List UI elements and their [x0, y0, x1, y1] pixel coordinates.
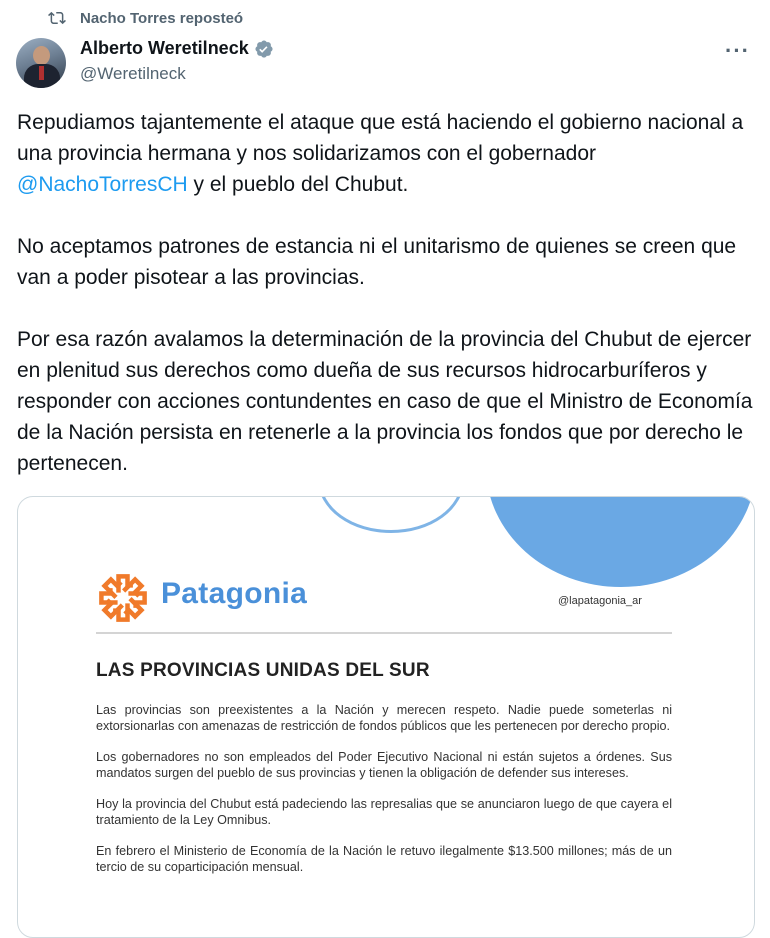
decorative-arc — [318, 496, 464, 533]
document-title: LAS PROVINCIAS UNIDAS DEL SUR — [96, 660, 430, 681]
divider — [96, 632, 672, 634]
repost-text: Nacho Torres reposteó — [80, 9, 244, 27]
verified-badge-icon[interactable] — [254, 39, 274, 59]
document-paragraph: En febrero el Ministerio de Economía de la Nación le retuvo ilegalmente $13.500 millones; más de un tercio de su coparticipación mensual. — [96, 844, 672, 874]
author-display-name[interactable]: Alberto Weretilneck — [80, 38, 249, 58]
tweet-paragraph-3: Por esa razón avalamos la determinación de la provincia del Chubut de ejercer en plenitud sus derechos como dueña de sus recursos hidrocarburíferos y responder con acciones contundentes en caso de que el Ministro de Economía de la Nación persista en retenerle a la provincia los fondos que por derecho le pertenecen. — [17, 328, 753, 475]
avatar[interactable] — [16, 38, 66, 88]
tweet-paragraph-1: Repudiamos tajantemente el ataque que está haciendo el gobierno nacional a una provincia hermana y nos solidarizamos con el gobernador @NachoTorresCH y el pueblo del Chubut. — [17, 111, 744, 196]
document-paragraph: Las provincias son preexistentes a la Nación y merecen respeto. Nadie puede someterlas ni extorsionarlas con amenazas de restricción de fondos públicos que les pertenecen por derecho propio. — [96, 703, 672, 733]
document-paragraph: Los gobernadores no son empleados del Poder Ejecutivo Nacional ni están sujetos a órdenes. Sus mandatos surgen del pueblo de sus provincias y tienen la obligación de defender sus intereses. — [96, 750, 672, 780]
mention-link[interactable]: @NachoTorresCH — [17, 173, 188, 196]
document-handle: @lapatagonia_ar — [558, 595, 642, 607]
document-paragraph: Hoy la provincia del Chubut está padeciendo las represalias que se anunciaron luego de que cayera el tratamiento de la Ley Omnibus. — [96, 797, 672, 827]
more-options-icon[interactable]: ··· — [725, 38, 750, 63]
author-name-row[interactable] — [80, 38, 274, 59]
tweet-text — [17, 107, 757, 510]
logo-text: Patagonia — [161, 577, 308, 610]
tweet-paragraph-2: No aceptamos patrones de estancia ni el unitarismo de quienes se creen que van a poder pisotear a las provincias. — [17, 235, 737, 289]
decorative-blob — [486, 496, 755, 587]
repost-icon — [48, 9, 66, 27]
author-handle[interactable]: @Weretilneck — [80, 64, 186, 83]
document-body — [96, 703, 672, 891]
repost-header[interactable] — [48, 9, 243, 27]
attached-image[interactable] — [17, 496, 755, 938]
patagonia-logo-icon — [96, 571, 150, 625]
